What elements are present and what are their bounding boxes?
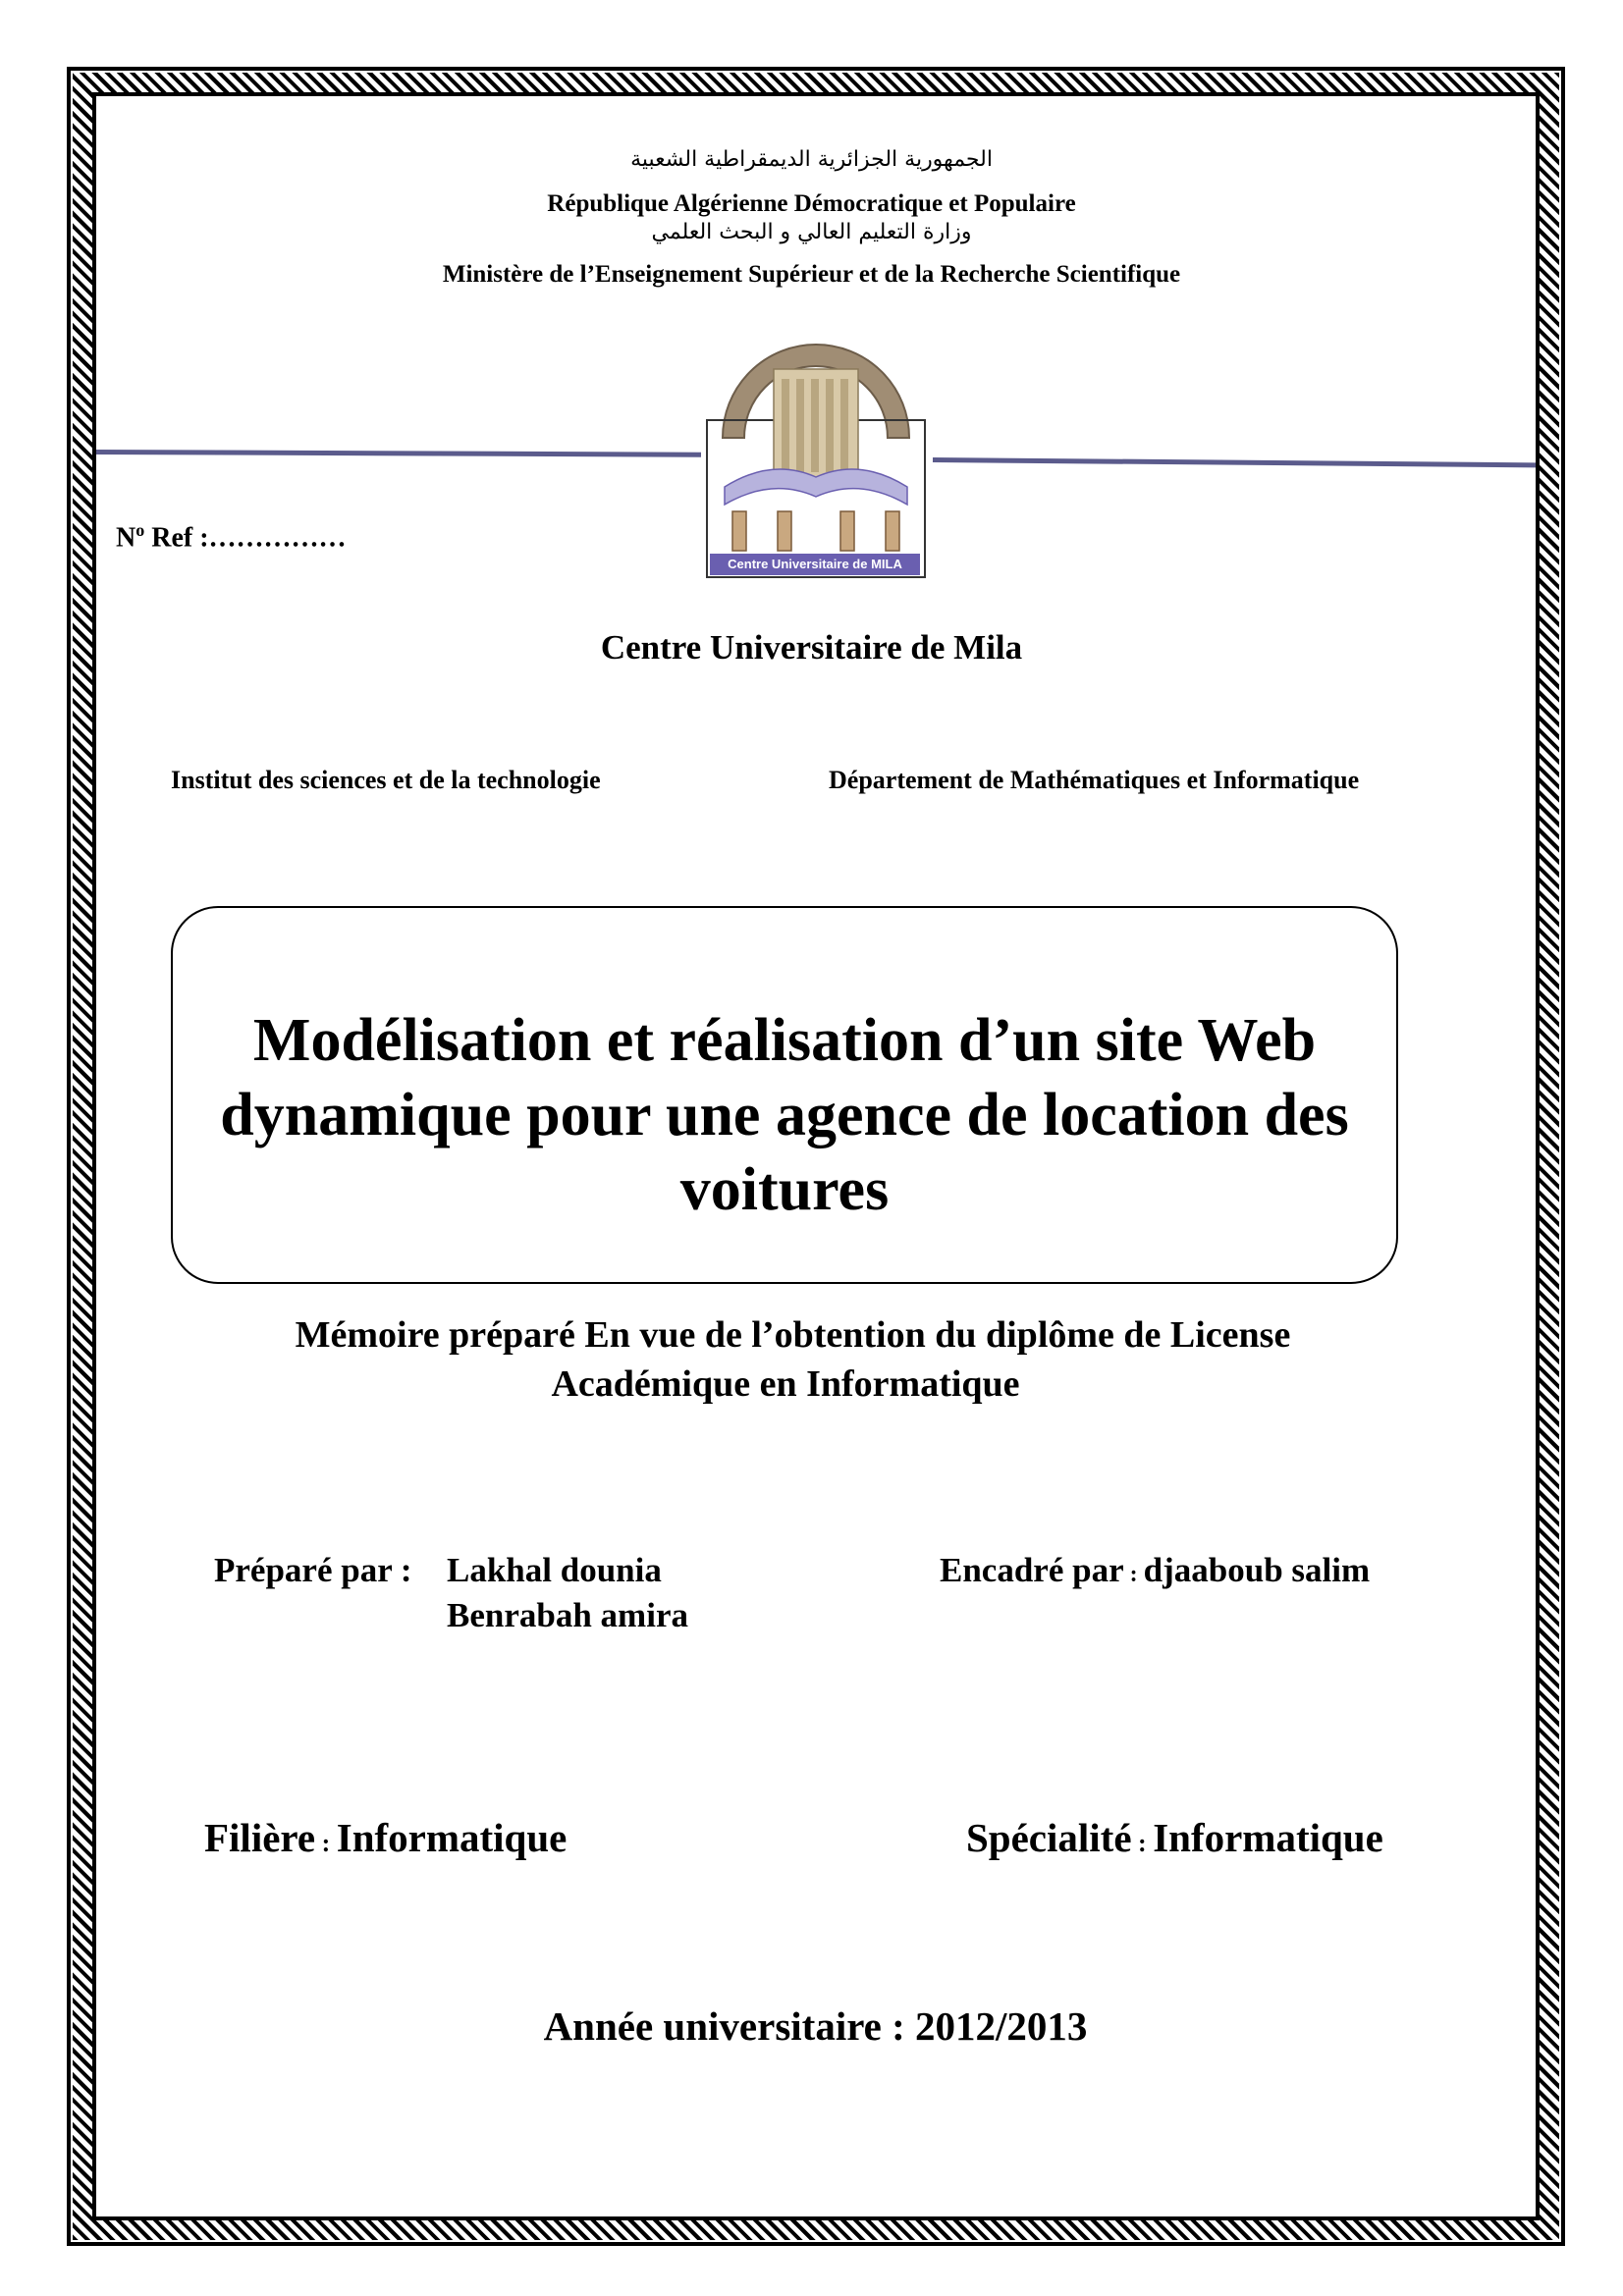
university-logo <box>703 330 929 581</box>
supervisor-name: djaaboub salim <box>1143 1551 1371 1589</box>
ministry-line: Ministère de l’Enseignement Supérieur et de la Recherche Scientifique <box>442 261 1181 288</box>
department-name: Département de Mathématiques et Informatique <box>829 766 1360 794</box>
filiere-value: Informatique <box>336 1815 568 1860</box>
specialite-colon: : <box>1131 1829 1154 1857</box>
supervisor <box>940 1551 1370 1590</box>
author-name-2: Benrabah amira <box>447 1596 688 1634</box>
ref-label-rest: Ref :…………… <box>144 522 347 554</box>
reference-number <box>116 520 347 554</box>
title-box <box>171 906 1398 1284</box>
academic-year: Année universitaire : 2012/2013 <box>543 2003 1088 2049</box>
logo-caption: Centre Universitaire de MILA <box>710 554 920 575</box>
arabic-republic-line: الجمهورية الجزائرية الديمقراطية الشعبية <box>630 147 993 172</box>
author-name-1: Lakhal dounia <box>447 1551 662 1589</box>
prepared-by-label: Préparé par : <box>214 1551 412 1589</box>
institution-name: Centre Universitaire de Mila <box>600 628 1023 667</box>
specialite <box>966 1814 1383 1861</box>
specialite-label: Spécialité <box>966 1815 1132 1860</box>
supervised-colon: : <box>1123 1562 1144 1587</box>
filiere <box>204 1814 567 1861</box>
arabic-ministry-line: وزارة التعليم العالي و البحث العلمي <box>651 220 972 244</box>
memoire-line-2: Académique en Informatique <box>551 1363 1020 1405</box>
supervised-by-label: Encadré par <box>940 1551 1124 1589</box>
ref-label-superscript: o <box>135 520 145 540</box>
filiere-colon: : <box>315 1829 337 1857</box>
ref-label-n: N <box>116 522 136 554</box>
institute-name: Institut des sciences et de la technologie <box>171 766 601 794</box>
thesis-title: Modélisation et réalisation d’un site Web dynamique pour une agence de location des voitures <box>220 1006 1349 1223</box>
memoire-line-1: Mémoire préparé En vue de l’obtention du diplôme de License <box>295 1314 1291 1356</box>
specialite-value: Informatique <box>1153 1815 1383 1860</box>
filiere-label: Filière <box>204 1815 316 1860</box>
republic-line: République Algérienne Démocratique et Populaire <box>547 190 1076 217</box>
